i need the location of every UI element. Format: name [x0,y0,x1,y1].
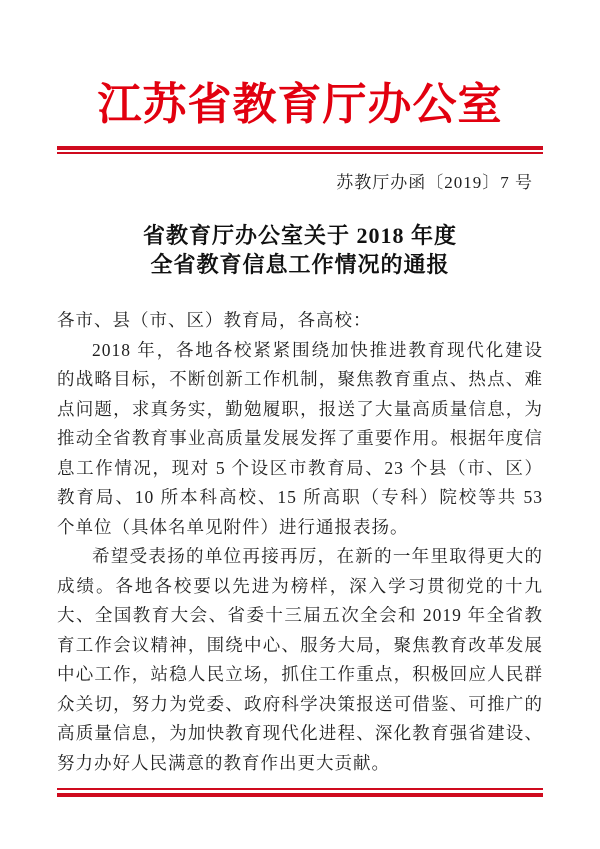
footer-divider [57,788,543,797]
document-title-line2: 全省教育信息工作情况的通报 [150,252,450,277]
letterhead-divider [57,146,543,154]
footer-thick-line [57,793,543,797]
body-paragraph-1: 2018 年，各地各校紧紧围绕加快推进教育现代化建设的战略目标，不断创新工作机制，聚焦教育重点、热点、难点问题，求真务实，勤勉履职，报送了大量高质量信息，为推动全省教育事业高质量发展发挥了重要作用。根据年度信息工作情况，现对 5 个设区市教育局、23 个县（市、区）教育局、10 所本科高校、15 所高职（专科）院校等共 53 个单位（具体名单见附件）进行通报表扬。 [57,339,543,537]
letterhead-org-title: 江苏省教育厅办公室 [97,80,503,129]
divider-thin-line [57,152,543,154]
document-body [57,306,543,778]
body-paragraph-2: 希望受表扬的单位再接再厉，在新的一年里取得更大的成绩。各地各校要以先进为榜样，深入学习贯彻党的十九大、全国教育大会、省委十三届五次全会和 2019 年全省教育工作会议精神，围绕中心、服务大局，聚焦教育改革发展中心工作，站稳人民立场，抓住工作重点，积极回应人民群众关切，努力为党委、政府科学决策报送可借鉴、可推广的高质量信息，为加快教育现代化进程、深化教育强省建设、努力办好人民满意的教育作出更大贡献。 [57,546,543,773]
document-title-line1: 省教育厅办公室关于 2018 年度 [142,223,457,248]
salutation: 各市、县（市、区）教育局，各高校： [57,310,372,330]
document-title [0,221,600,279]
document-number: 苏教厅办函〔2019〕7 号 [336,173,533,192]
